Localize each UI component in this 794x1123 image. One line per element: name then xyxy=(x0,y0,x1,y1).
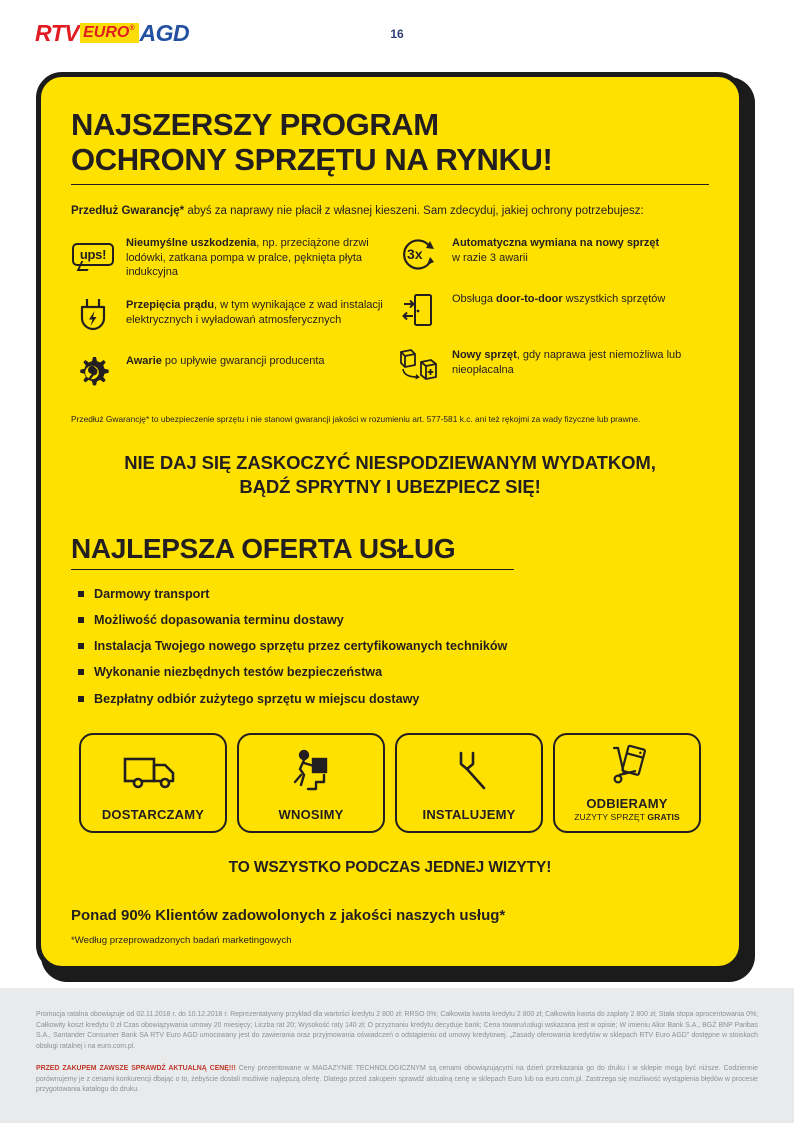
benefit-item-accidental-damage xyxy=(71,234,383,280)
services-section-title: NAJLEPSZA OFERTA USŁUG xyxy=(71,533,456,565)
logo-agd-text: AGD xyxy=(139,20,190,46)
benefit-item-power-surge xyxy=(71,296,383,336)
service-box-delivery[interactable] xyxy=(79,733,227,833)
svg-text:3x: 3x xyxy=(407,246,423,263)
wrench-icon xyxy=(397,735,541,807)
door-to-door-icon xyxy=(397,290,441,330)
service-box-sub-bold: GRATIS xyxy=(647,811,680,822)
closing-slogan: TO WSZYSTKO PODCZAS JEDNEJ WIZYTY! xyxy=(228,858,552,876)
benefit-rest-accidental: , np. przeciążone drzwi lodówki, zatkana pompa w pralce, pęknięta płyta indukcyjna xyxy=(126,237,369,279)
logo-rtv-text: RTV xyxy=(35,20,80,46)
benefits-grid xyxy=(71,234,709,392)
benefit-item-breakdown xyxy=(71,352,383,392)
service-box-label-collection: ODBIERAMY xyxy=(586,795,668,811)
service-box-label-delivery: DOSTARCZAMY xyxy=(101,806,205,822)
benefit-text-auto-replacement xyxy=(452,234,659,265)
page-number: 16 xyxy=(390,27,404,41)
benefit-rest-new: , gdy naprawa jest niemożliwa lub nieopłacalna xyxy=(452,349,682,376)
benefit-text-new-appliance xyxy=(452,346,709,377)
benefit-rest-d2d: wszystkich sprzętów xyxy=(562,293,666,306)
services-section-divider xyxy=(71,569,514,570)
list-item: Instalacja Twojego nowego sprzętu przez certyfikowanych techników xyxy=(78,639,709,654)
list-item: Darmowy transport xyxy=(78,587,709,602)
service-box-installation[interactable] xyxy=(395,733,543,833)
satisfaction-stat-note: *Według przeprowadzonych badań marketingowych xyxy=(71,934,292,946)
benefit-rest-surge: , w tym wynikające z wad instalacji elektrycznych i wyładowań atmosferycznych xyxy=(126,299,383,326)
benefit-bold-breakdown: Awarie xyxy=(126,355,162,368)
benefit-item-auto-replacement xyxy=(397,234,709,274)
logo-euro-text: EURO xyxy=(83,24,130,41)
headline-divider xyxy=(71,184,709,185)
footer-legal-bar xyxy=(0,988,794,1123)
slogan-line-2: BĄDŹ SPRYTNY I UBEZPIECZ SIĘ! xyxy=(239,476,541,498)
benefit-rest-replacement: w razie 3 awarii xyxy=(452,251,528,264)
benefit-text-power-surge xyxy=(126,296,383,327)
porter-carrying-box-icon xyxy=(239,735,383,807)
footer-credit-terms: Promocja ratalna obowiązuje od 02.11.2018 r. do 10.12.2018 r. Reprezentatywny przykład dla wartości kredytu 2 800 zł: RRSO 0%; Całkowita kwota kredytu 2 800 zł; Całkowita kwota do zapłaty 2 800 zł; Stała stopa oprocentowania 0%; Całkowity koszt kredytu 0 zł Czas obowiązywania umowy 20 miesięcy; Liczba rat 20; Wysokość raty 140 zł; O przyznaniu kredytu decyduje bank; Cena towaru/usługi wskazana jest w opisie; W imieniu Alior Bank S.A., BGŻ BNP Paribas S.A., Santander Consumer Bank SA RTV Euro AGD umocowany jest do zawierania oraz przyjmowania oświadczeń o odstąpieniu od umowy kredytowej. „Zasady oferowania kredytów w sklepach RTV Euro AGD" dostępne w stoiskach obsługi ratalnej i na euro.com.pl. xyxy=(36,1011,758,1051)
benefit-text-breakdown xyxy=(126,352,325,369)
three-times-cycle-icon xyxy=(397,234,441,274)
benefit-bold-replacement: Automatyczna wymiana na nowy sprzęt xyxy=(452,237,660,250)
service-box-collection[interactable] xyxy=(553,733,701,833)
slogan-block xyxy=(71,451,709,499)
service-box-sublabel-collection xyxy=(574,812,680,822)
service-box-sub-text: ZUŻYTY SPRZĘT xyxy=(574,811,648,822)
list-item: Bezpłatny odbiór zużytego sprzętu w miejscu dostawy xyxy=(78,692,709,707)
lead-bold-text: Przedłuż Gwarancję* xyxy=(71,204,185,217)
logo-euro-badge: EURO ® xyxy=(80,23,138,43)
power-plug-icon xyxy=(71,296,115,336)
lead-rest-text: abyś za naprawy nie płacił z własnej kieszeni. Sam zdecyduj, jakiej ochrony potrzebujesz: xyxy=(184,204,644,217)
benefits-column-right xyxy=(383,234,709,392)
ups-speech-bubble-icon xyxy=(71,234,115,274)
services-list xyxy=(71,587,709,707)
list-item: Wykonanie niezbędnych testów bezpieczeństwa xyxy=(78,665,709,680)
delivery-truck-icon xyxy=(81,735,225,807)
page-title xyxy=(71,107,709,178)
benefit-item-door-to-door xyxy=(397,290,709,330)
service-boxes-row xyxy=(71,733,709,833)
ups-badge-label: ups! xyxy=(72,243,114,266)
benefit-text-door-to-door xyxy=(452,290,665,307)
benefit-bold-surge: Przepięcia prądu xyxy=(126,299,215,312)
list-item: Możliwość dopasowania terminu dostawy xyxy=(78,613,709,628)
benefit-rest-breakdown: po upływie gwarancji producenta xyxy=(161,355,325,368)
page-header xyxy=(0,0,794,70)
slogan-line-1: NIE DAJ SIĘ ZASKOCZYĆ NIESPODZIEWANYM WYDATKOM, xyxy=(124,451,656,473)
headline-line-2: OCHRONY SPRZĘTU NA RYNKU! xyxy=(71,142,553,178)
benefit-item-new-appliance xyxy=(397,346,709,386)
service-box-label-installation: INSTALUJEMY xyxy=(422,806,516,822)
warranty-legal-note: Przedłuż Gwarancję* to ubezpieczenie sprzętu i nie stanowi gwarancji jakości w rozumieniu art. 577-581 k.c. ani też rękojmi za wady fizyczne lub prawne. xyxy=(71,414,641,425)
headline-line-1: NAJSZERSZY PROGRAM xyxy=(71,107,439,142)
footer-warning-rest: Ceny prezentowane w MAGAZYNIE TECHNOLOGICZNYM są cenami obowiązującymi na dzień przekazania go do druku i w sklepie mogą być niższe. Codziennie porównujemy je z cenami konkurencji dbając o to, żebyście dostali możliwie najlepszą ofertę. Dlatego przed zakupem sprawdź aktualną cenę w sklepach Euro lub na euro.com.pl. Zastrzega się możliwość wystąpienia błędów w procesie przygotowania katalogu do druku. xyxy=(36,1064,758,1094)
gear-wrench-icon xyxy=(71,352,115,392)
benefit-bold-d2d: door-to-door xyxy=(496,293,563,306)
satisfaction-stat: Ponad 90% Klientów zadowolonych z jakości naszych usług* xyxy=(71,906,506,924)
promo-poster xyxy=(36,72,744,971)
service-box-carry-in[interactable] xyxy=(237,733,385,833)
new-appliance-box-icon xyxy=(397,346,441,386)
benefits-column-left xyxy=(71,234,383,392)
benefit-pre-d2d: Obsługa xyxy=(452,293,497,306)
footer-warning-bold: PRZED ZAKUPEM ZAWSZE SPRAWDŹ AKTUALNĄ CENĘ!!! xyxy=(36,1064,236,1072)
lead-paragraph xyxy=(71,204,709,220)
benefit-text-accidental-damage xyxy=(126,234,383,280)
service-box-label-carry-in: WNOSIMY xyxy=(278,806,344,822)
hand-truck-appliance-icon xyxy=(555,735,699,796)
benefit-bold-new: Nowy sprzęt xyxy=(452,349,517,362)
footer-price-warning xyxy=(36,1064,758,1096)
benefit-bold-accidental: Nieumyślne uszkodzenia xyxy=(126,237,257,250)
